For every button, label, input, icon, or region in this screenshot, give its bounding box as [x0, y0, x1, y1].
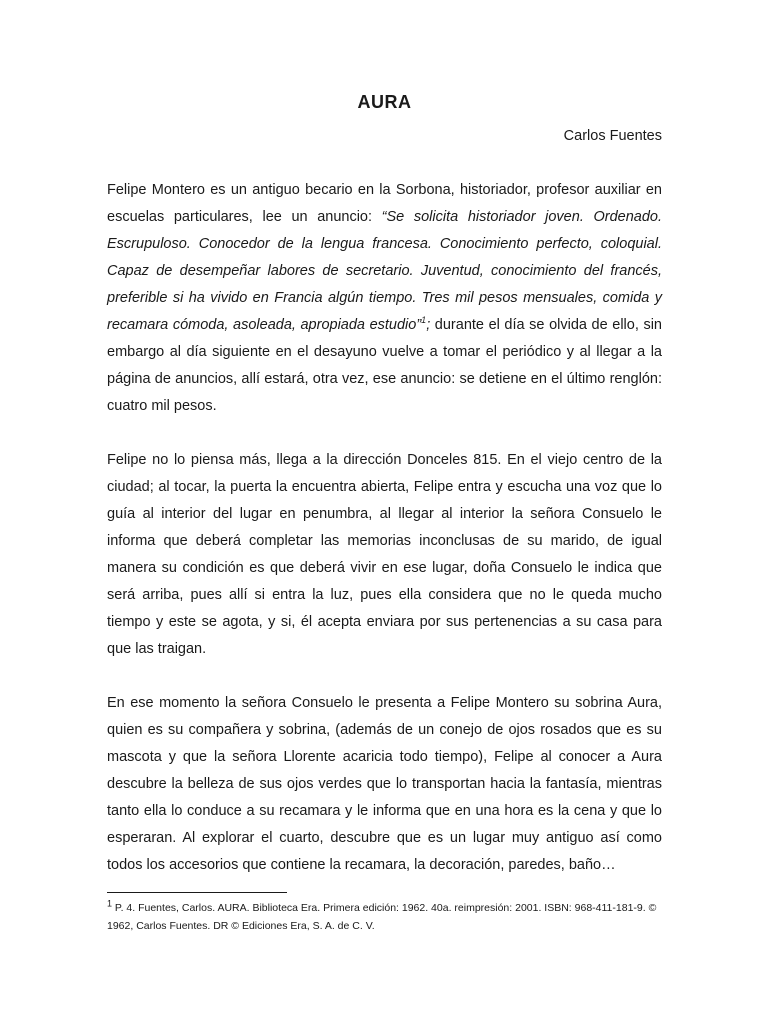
footnote-text: P. 4. Fuentes, Carlos. AURA. Biblioteca Era. Primera edición: 1962. 40a. reimpresión: 2001. ISBN: 968-411-181-9. © 1962, Carlos Fuentes. DR © Ediciones Era, S. A. de C. V. [107, 902, 657, 932]
footnote-divider [107, 892, 287, 893]
paragraph-1-intro: Felipe Montero es un antiguo becario en la Sorbona, historiador, profesor auxiliar en escuelas particulares, lee un anuncio: [107, 182, 662, 225]
document-title: AURA [357, 92, 412, 112]
advertisement-quote: “Se solicita historiador joven. Ordenado. Escrupuloso. Conocedor de la lengua francesa. Conocimiento perfecto, coloquial. Capaz de desempeñar labores de secretario. Juventud, conocimiento del francés, preferible si ha vivido en Francia algún tiempo. Tres mil pesos mensuales, comida y recamara cómoda, asoleada, apropiada estudio” [107, 209, 662, 333]
document-body [107, 177, 662, 906]
paragraph-2: Felipe no lo piensa más, llega a la dirección Donceles 815. En el viejo centro de la ciudad; al tocar, la puerta la encuentra abierta, Felipe entra y escucha una voz que lo guía al interior del lugar en penumbra, al llegar al interior la señora Consuelo le informa que deberá completar las memorias inconclusas de su marido, de igual manera su condición es que deberá vivir en ese lugar, doña Consuelo le indica que será arriba, pues allí si entra la luz, pues ella considera que no le queda mucho tiempo y este se agota, y si, él acepta enviara por sus pertenencias a su casa para que las traigan. [107, 452, 662, 657]
document-page [107, 0, 662, 1024]
paragraph-3: En ese momento la señora Consuelo le presenta a Felipe Montero su sobrina Aura, quien es su compañera y sobrina, (además de un conejo de ojos rosados que es su mascota y que la señora Llorente acaricia todo tiempo), Felipe al conocer a Aura descubre la belleza de sus ojos verdes que lo transportan hacia la fantasía, mientras tanto ella lo conduce a su recamara y le informa que en una hora es la cena y que lo esperaran. Al explorar el cuarto, descubre que es un lugar muy antiguo así como todos los accesorios que contiene la recamara, la decoración, paredes, baño… [107, 695, 662, 873]
paragraph-1-rest: durante el día se olvida de ello, sin embargo al día siguiente en el desayuno vuelve a tomar el periódico y al llegar a la página de anuncios, allí estará, otra vez, ese anuncio: se detiene en el último renglón: cuatro mil pesos. [107, 317, 662, 414]
quote-end-punctuation: ; [426, 317, 431, 333]
footnote [107, 899, 662, 935]
footnote-marker: 1 [107, 898, 113, 909]
footnote-reference: 1 [421, 315, 427, 326]
document-author: Carlos Fuentes [563, 128, 662, 144]
paragraph-1 [107, 177, 662, 420]
